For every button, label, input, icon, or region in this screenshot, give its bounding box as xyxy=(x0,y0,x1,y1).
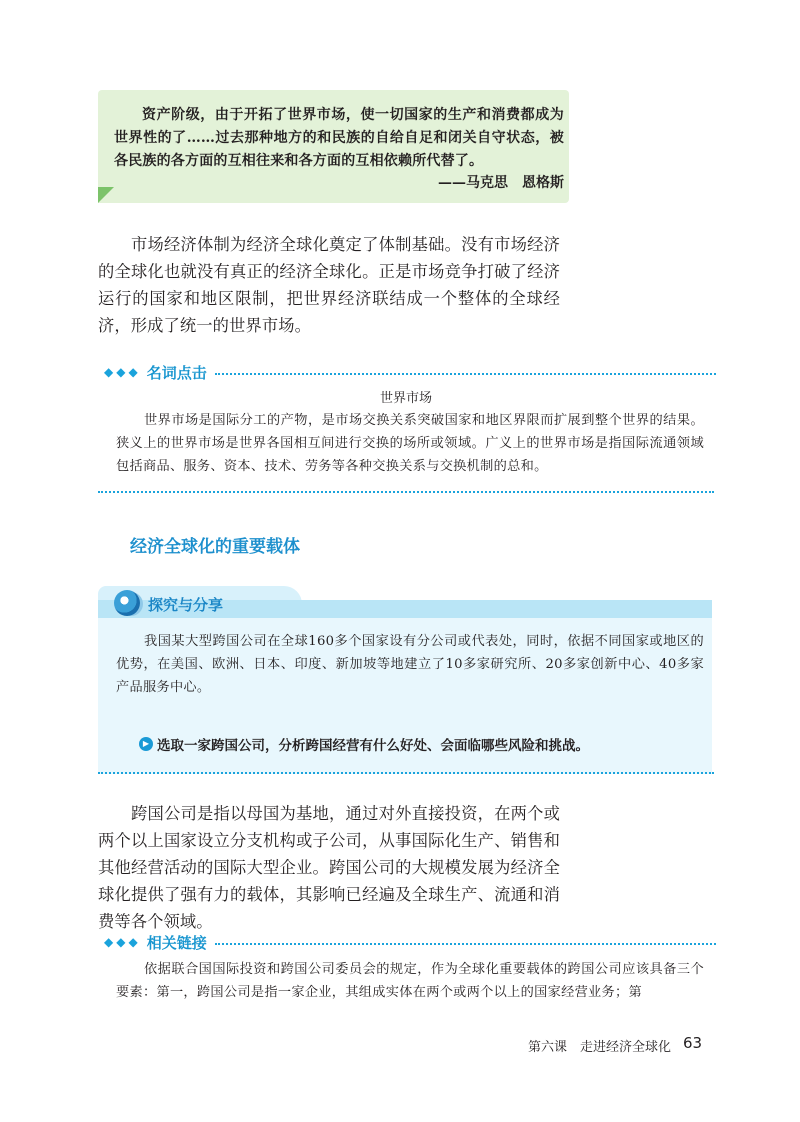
diamond-icon: ◆◆◆ xyxy=(104,365,141,379)
footer-chapter: 第六课 走进经济全球化 xyxy=(528,1040,672,1055)
quote-fold-corner xyxy=(98,187,114,203)
body-paragraph-2: 跨国公司是指以母国为基地，通过对外直接投资，在两个或两个以上国家设立分支机构或子公司，从事国际化生产、销售和其他经营活动的国际大型企业。跨国公司的大规模发展为经济全球化提供了强有力的载体，其影响已经遍及全球生产、流通和消费等各个领域。 xyxy=(98,804,560,931)
body-paragraph-1: 市场经济体制为经济全球化奠定了体制基础。没有市场经济的全球化也就没有真正的经济全球化。正是市场竞争打破了经济运行的国家和地区限制，把世界经济联结成一个整体的全球经济，形成了统一的世界市场。 xyxy=(98,235,560,335)
term-box-header xyxy=(104,361,716,383)
dotted-rule xyxy=(215,373,716,375)
related-content: 依据联合国国际投资和跨国公司委员会的规定，作为全球化重要载体的跨国公司应该具备三个要素：第一，跨国公司是指一家企业，其组成实体在两个或两个以上的国家经营业务；第 xyxy=(116,962,704,1000)
related-box-title: 相关链接 xyxy=(146,933,207,952)
explore-task: 选取一家跨国公司，分析跨国经营有什么好处、会面临哪些风险和挑战。 xyxy=(157,738,589,754)
diamond-icon: ◆◆◆ xyxy=(104,935,141,949)
term-title: 世界市场 xyxy=(379,391,432,406)
arrow-right-icon: ▶ xyxy=(139,737,153,751)
disc-icon xyxy=(114,590,140,616)
term-box-bottom-rule xyxy=(98,491,714,493)
section-title: 经济全球化的重要载体 xyxy=(130,537,300,557)
quote-text: 资产阶级，由于开拓了世界市场，使一切国家的生产和消费都成为世界性的了……过去那种地方的和民族的自给自足和闭关自守状态，被各民族的各方面的互相往来和各方面的互相依赖所代替了。 xyxy=(114,107,564,169)
explore-title: 探究与分享 xyxy=(148,596,224,614)
term-definition: 世界市场是国际分工的产物，是市场交换关系突破国家和地区界限而扩展到整个世界的结果。狭义上的世界市场是世界各国相互间进行交换的场所或领域。广义上的世界市场是指国际流通领域包括商品、服务、资本、技术、劳务等各种交换关系与交换机制的总和。 xyxy=(116,413,704,474)
explore-bottom-rule xyxy=(98,772,714,774)
related-box-header xyxy=(104,931,716,953)
term-box-title: 名词点击 xyxy=(146,363,207,382)
explore-content: 我国某大型跨国公司在全球160多个国家设有分公司或代表处，同时，依据不同国家或地区的优势，在美国、欧洲、日本、印度、新加坡等地建立了10多家研究所、20多家创新中心、40多家产品服务中心。 xyxy=(116,634,704,695)
quote-source: ——马克思 恩格斯 xyxy=(438,175,564,191)
dotted-rule xyxy=(215,943,716,945)
page-number: 63 xyxy=(683,1034,703,1052)
